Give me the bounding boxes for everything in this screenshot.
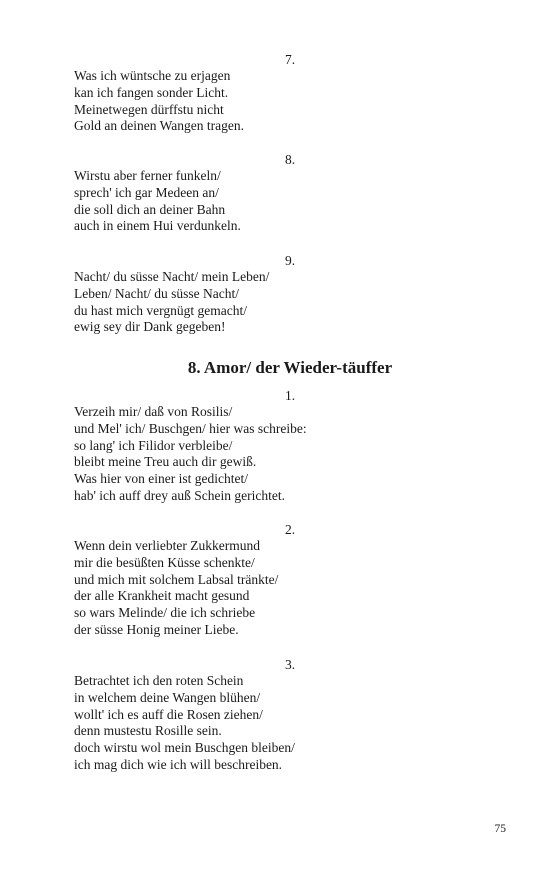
- verse-line: Betrachtet ich den roten Schein: [74, 673, 244, 688]
- verse-line: Meinetwegen dürffstu nicht: [74, 101, 224, 117]
- verse-line: bleibt meine Treu auch dir gewiß.: [74, 454, 257, 470]
- verse-line: Verzeih mir/ daß von Rosilis/: [74, 404, 233, 419]
- verse-line: und mich mit solchem Labsal tränkte/: [74, 571, 279, 587]
- verse-line: kan ich fangen sonder Licht.: [74, 84, 229, 100]
- verse-line: in welchem deine Wangen blühen/: [74, 689, 261, 705]
- stanza-number: 1.: [285, 388, 296, 403]
- verse-line: der süsse Honig meiner Liebe.: [74, 621, 239, 637]
- verse-line: so wars Melinde/ die ich schriebe: [74, 605, 256, 621]
- poem-title: 8. Amor/ der Wieder-täuffer: [187, 358, 393, 377]
- verse-line: Leben/ Nacht/ du süsse Nacht/: [74, 285, 239, 301]
- verse-line: sprech' ich gar Medeen an/: [74, 184, 219, 200]
- verse-line: auch in einem Hui verdunkeln.: [74, 218, 241, 234]
- page-number: 75: [494, 823, 506, 835]
- verse-line: ich mag dich wie ich will beschreiben.: [74, 756, 283, 772]
- stanza-number: 7.: [285, 52, 296, 67]
- verse-line: hab' ich auff drey auß Schein gerichtet.: [74, 487, 285, 503]
- verse-line: so lang' ich Filidor verbleibe/: [74, 437, 233, 453]
- verse-line: die soll dich an deiner Bahn: [74, 201, 226, 217]
- verse-line: mir die besüßten Küsse schenkte/: [74, 554, 255, 570]
- stanza-number: 9.: [285, 253, 296, 268]
- verse-line: der alle Krankheit macht gesund: [74, 588, 250, 604]
- verse-line: Was hier von einer ist gedichtet/: [74, 471, 248, 487]
- verse-line: Wirstu aber ferner funkeln/: [74, 168, 221, 183]
- verse-line: Gold an deinen Wangen tragen.: [74, 118, 244, 134]
- stanza-number: 3.: [285, 657, 296, 672]
- verse-line: doch wirstu wol mein Buschgen bleiben/: [74, 740, 295, 756]
- verse-line: wollt' ich es auff die Rosen ziehen/: [74, 706, 263, 722]
- verse-line: Wenn dein verliebter Zukkermund: [74, 538, 260, 553]
- verse-line: ewig sey dir Dank gegeben!: [74, 319, 226, 335]
- verse-line: Nacht/ du süsse Nacht/ mein Leben/: [74, 269, 270, 284]
- verse-line: denn mustestu Rosille sein.: [74, 723, 222, 739]
- verse-line: und Mel' ich/ Buschgen/ hier was schreibe:: [74, 420, 307, 436]
- verse-line: Was ich wüntsche zu erjagen: [74, 68, 231, 83]
- stanza-number: 2.: [285, 522, 296, 537]
- verse-line: du hast mich vergnügt gemacht/: [74, 302, 247, 318]
- stanza-number: 8.: [285, 152, 296, 167]
